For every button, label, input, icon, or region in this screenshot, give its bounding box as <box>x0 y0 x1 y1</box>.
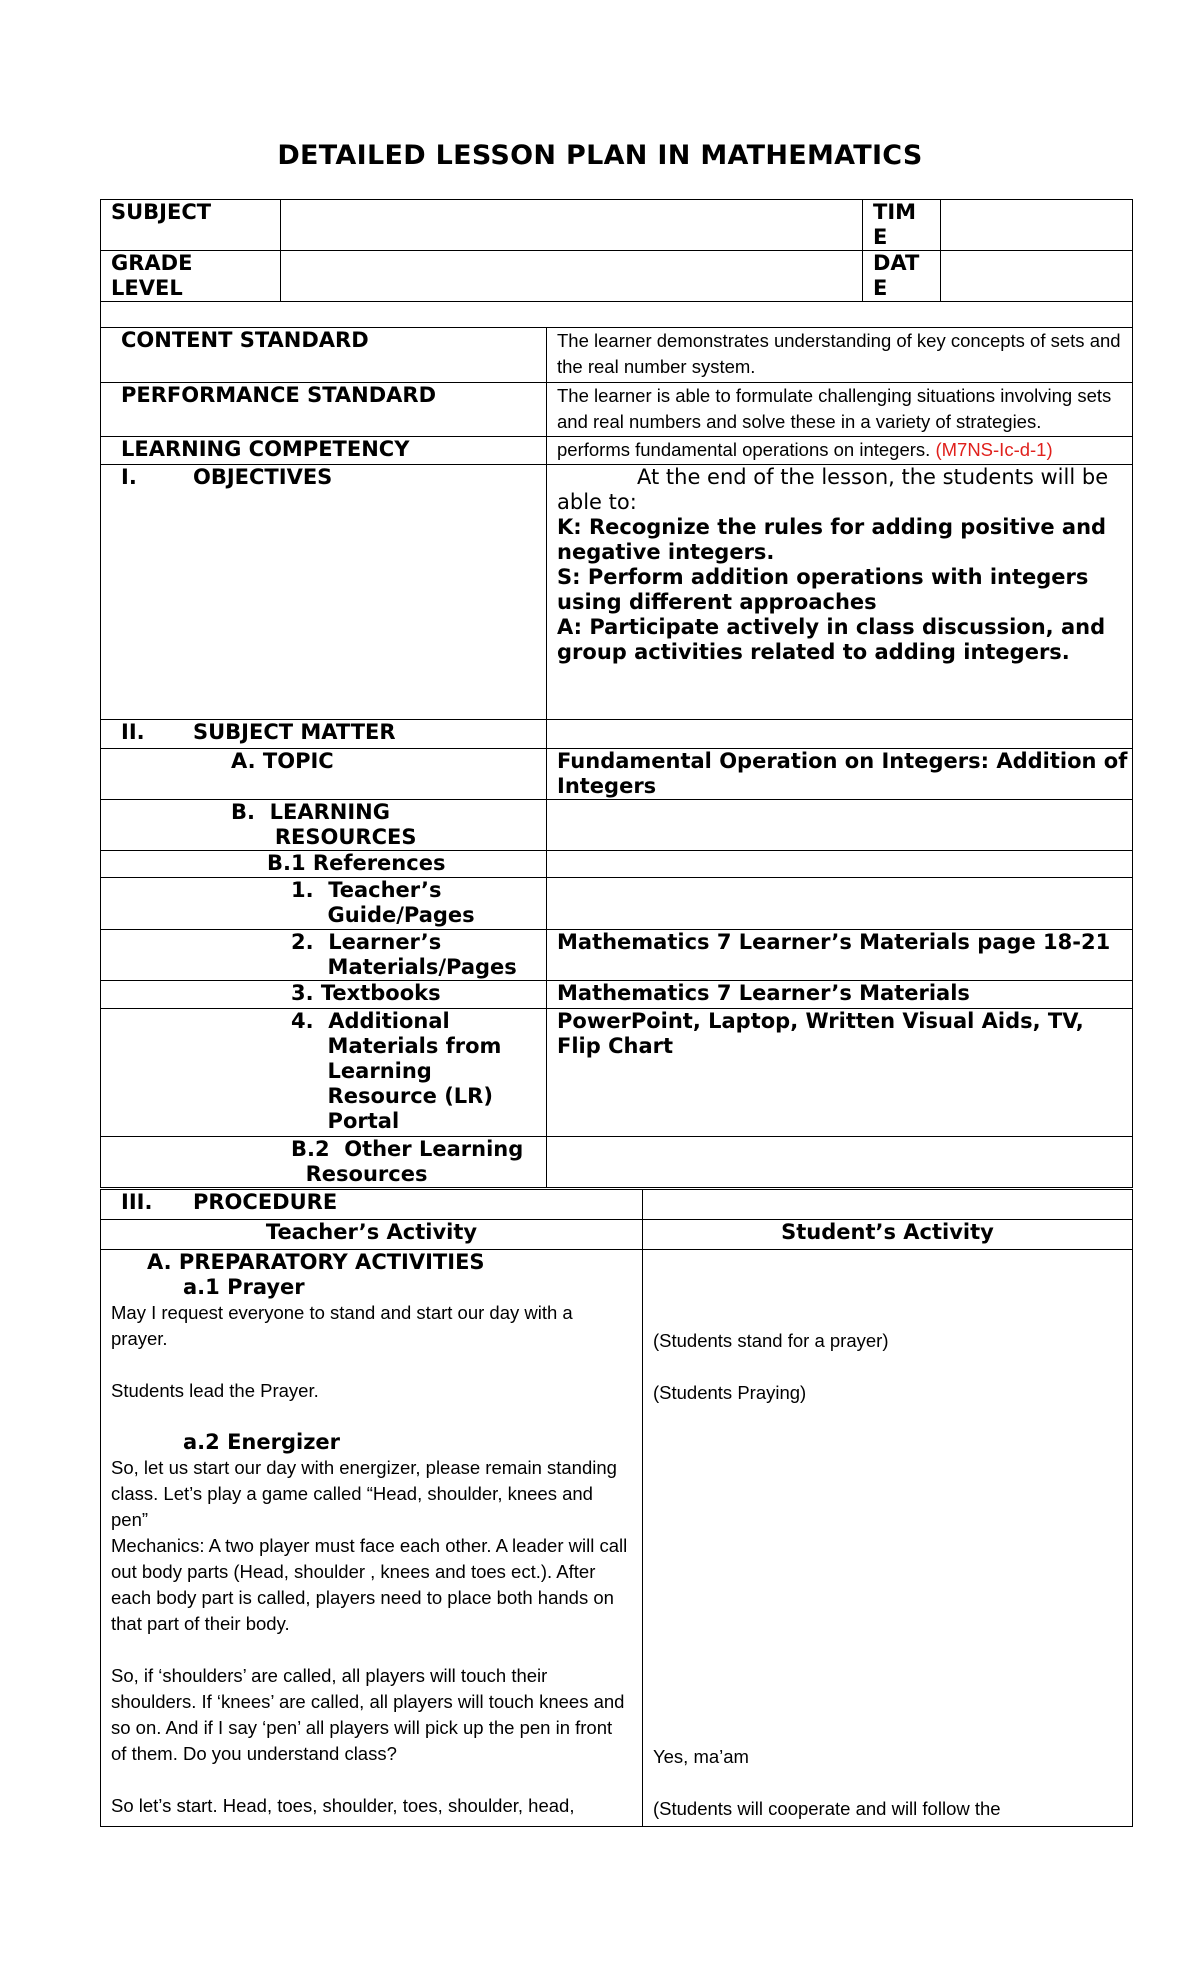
objectives-intro: At the end of the lesson, the students will be able to: <box>557 465 1109 514</box>
teacher-activity-cell <box>101 1250 643 1827</box>
references-label: B.1 References <box>101 851 547 878</box>
subject-label: SUBJECT <box>101 200 281 251</box>
learning-resources-value <box>547 800 1133 851</box>
additional-materials-label: 4. Additional Materials from Learning Resource (LR) Portal <box>101 1009 547 1137</box>
topic-label: A. TOPIC <box>101 749 547 800</box>
prayer-heading: a.1 Prayer <box>183 1275 305 1299</box>
subject-matter-value <box>547 720 1133 749</box>
objective-s: S: Perform addition operations with integers using different approaches <box>557 565 1089 614</box>
subject-matter-label: II. SUBJECT MATTER <box>101 720 547 749</box>
additional-materials-value: PowerPoint, Laptop, Written Visual Aids, TV, Flip Chart <box>547 1009 1133 1137</box>
time-label: TIM E <box>863 200 941 251</box>
teacher-activity-header: Teacher’s Activity <box>101 1220 643 1250</box>
subject-value[interactable] <box>281 200 863 251</box>
references-value <box>547 851 1133 878</box>
student-activity-cell <box>643 1250 1133 1827</box>
topic-value: Fundamental Operation on Integers: Addition of Integers <box>547 749 1133 800</box>
time-value[interactable] <box>941 200 1133 251</box>
objectives-content <box>547 465 1133 720</box>
other-resources-value <box>547 1137 1133 1188</box>
teachers-guide-label: 1. Teacher’s Guide/Pages <box>101 878 547 930</box>
energizer-heading: a.2 Energizer <box>183 1430 341 1454</box>
content-standard-text: The learner demonstrates understanding of key concepts of sets and the real number system. <box>547 328 1133 383</box>
date-value[interactable] <box>941 251 1133 302</box>
energizer-mechanics: Mechanics: A two player must face each other. A leader will call out body parts (Head, shoulder , knees and toes ect.). After each body part is called, players need to place both hands on that part of their body. <box>111 1535 628 1634</box>
performance-standard-label: PERFORMANCE STANDARD <box>101 383 547 437</box>
prayer-lead-text: Students lead the Prayer. <box>111 1380 319 1401</box>
learners-materials-label: 2. Learner’s Materials/Pages <box>101 930 547 981</box>
date-label: DAT E <box>863 251 941 302</box>
prayer-text: May I request everyone to stand and start our day with a prayer. <box>111 1302 573 1349</box>
procedure-value <box>643 1190 1133 1220</box>
student-cooperate-text: (Students will cooperate and will follow the <box>653 1798 1001 1819</box>
learning-competency-text <box>547 437 1133 465</box>
objective-k: K: Recognize the rules for adding positive and negative integers. <box>557 515 1107 564</box>
teachers-guide-value <box>547 878 1133 930</box>
lesson-table <box>100 327 1133 1188</box>
student-stand-text: (Students stand for a prayer) <box>653 1330 889 1351</box>
learners-materials-value: Mathematics 7 Learner’s Materials page 18-21 <box>547 930 1133 981</box>
competency-code: (M7NS-Ic-d-1) <box>935 439 1053 460</box>
student-praying-text: (Students Praying) <box>653 1382 807 1403</box>
learning-resources-label: B. LEARNING RESOURCES <box>101 800 547 851</box>
textbooks-value: Mathematics 7 Learner’s Materials <box>547 981 1133 1009</box>
header-table <box>100 199 1133 328</box>
preparatory-heading: A. PREPARATORY ACTIVITIES <box>147 1250 485 1274</box>
content-standard-label: CONTENT STANDARD <box>101 328 547 383</box>
student-activity-header: Student’s Activity <box>643 1220 1133 1250</box>
procedure-table <box>100 1189 1133 1827</box>
student-yes-text: Yes, ma’am <box>653 1746 749 1767</box>
energizer-shoulders-text: So, if ‘shoulders’ are called, all players will touch their shoulders. If ‘knees’ are called, all players will touch knees and so on. And if I say ‘pen’ all players will pick up the pen in front of them. Do you understand class? <box>111 1665 625 1764</box>
procedure-label: III. PROCEDURE <box>101 1190 643 1220</box>
textbooks-label: 3. Textbooks <box>101 981 547 1009</box>
performance-standard-text: The learner is able to formulate challenging situations involving sets and real numbers and solve these in a variety of strategies. <box>547 383 1133 437</box>
spacer-row <box>101 302 1133 328</box>
grade-level-label: GRADE LEVEL <box>101 251 281 302</box>
energizer-intro: So, let us start our day with energizer, please remain standing class. Let’s play a game called “Head, shoulder, knees and pen” <box>111 1457 617 1530</box>
document-title: DETAILED LESSON PLAN IN MATHEMATICS <box>277 140 923 171</box>
competency-text: performs fundamental operations on integers. <box>557 439 931 460</box>
grade-level-value[interactable] <box>281 251 863 302</box>
objective-a: A: Participate actively in class discussion, and group activities related to adding integers. <box>557 615 1106 664</box>
other-resources-label: B.2 Other Learning Resources <box>101 1137 547 1188</box>
learning-competency-label: LEARNING COMPETENCY <box>101 437 547 465</box>
objectives-label: I. OBJECTIVES <box>101 465 547 720</box>
energizer-start-text: So let’s start. Head, toes, shoulder, toes, shoulder, head, <box>111 1795 575 1816</box>
